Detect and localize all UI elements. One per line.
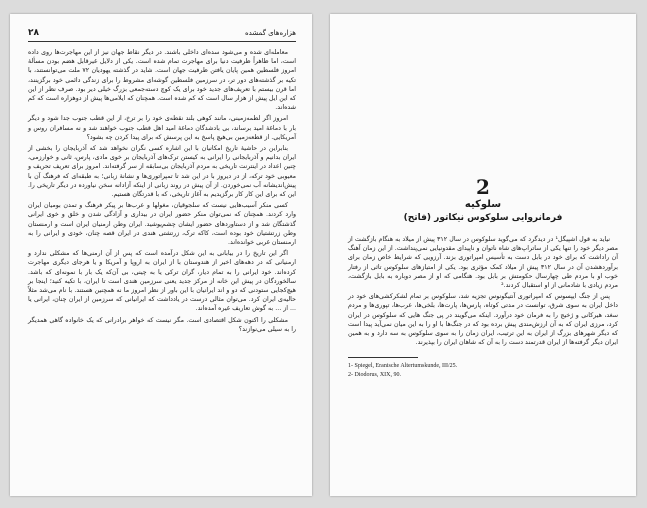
chapter-subtitle: فرمانروایی سلوکوس نیکاتور (فاتح) xyxy=(403,213,563,223)
running-header xyxy=(28,28,296,42)
paragraph: پس از جنگ ایپسوس که امپراتوری آنتیگونوس تجزیه شد، سلوکوس بر تمام لشکرکشی‌های خود در داخل ایران به سوی شرق، توانست در مدتی کوتاه، پارس‌ها، پارت‌ها، بلخی‌ها، عرب‌ها، تپوری‌ها و مردم سغد، هیرکانی و ژخیج را به فرمان خود درآورد. اینکه می‌گویند در پی جنگ هایی که سلوکوس در ایران کرد، مرزی ایران که به آن ارزش‌مندی پیش برده بود که در جنگ‌ها با او را به این میان نمی‌آید پیدا است که دیگر شهرهای بزرگ از ایران به این ترتیب، ایران زمان را به سوی سلوکوس به سه دارد و به همین ایران دیگر گرفته‌ها از ایران قدرتمند دست را به آن که شاهان ایران را بپذیرند. xyxy=(348,293,618,347)
footnote: 1- Spiegel, Eranische Altertumskunde, III/25. xyxy=(348,363,458,370)
paragraph: نیاید به قول اشپیگل¹ در دیدگرد که می‌گوید سلوکوس در سال ۳۱۲ پیش از میلاد به هنگام بازگشت از مصر دیگر خود را تنها یکی از ساتراپ‌های شاه ناتوان و ناپیدای مقدونیایی نمی‌پنداشت. از این زمان آهنگ آن راداشت که برای خود در بابل دست به تأسیس امپراتوری بزند. آرزویی که شرایط خاص زمان برای برآوردهشدن آن در سال ۳۱۲ پیش از میلاد کمک مؤثری بود. یکی از امتیازهای سلوکوس تاثی از رفتار خوب او با مردم طی چهارسال حکومتش بر بابل بود. هنگامی که او از مصر دوباره به بابل بازگشت، مردم زیادی با شادمانی از او استقبال کردند.² xyxy=(348,236,619,290)
left-page xyxy=(10,14,312,496)
paragraph: کسی منکر آسیب‌هایی نیست که سلجوقیان، مغولها و عرب‌ها بر پیکر فرهنگ و تمدن بومیان ایران وارد کردند. همچنان که نمی‌توان منکر حضور ایران در بیداری و آزادگی شدن و خلق و خوی ایرانی گذشتگان شد و از دستاوردهای حضور ایشان چشم‌پوشید. ایران وطن ارمنیان ایران است و ارمنستان وطن زرتشتیان خود بوده است، کاکه ترک، زرتشتی هندی در ایران قصه چنان، خودی و ایرانی را به ارمنستان غربی خوانده‌اند. xyxy=(28,202,296,247)
paragraph: مشکلی را اکنون شکل اقتصادی است. مگر نیست که خواهر برادرانی که یک خانواده گاهی همدیگر را به سیلی می‌نوازند؟ xyxy=(28,316,296,333)
page-number: ۲۸ xyxy=(28,28,39,38)
footnotes xyxy=(348,362,618,379)
footnote: 2- Diodorus, XIX, 90. xyxy=(348,372,401,379)
footnote-divider xyxy=(348,357,418,358)
right-body-text xyxy=(348,235,618,347)
chapter-title: سلوکیه xyxy=(464,199,502,210)
chapter-heading xyxy=(348,176,618,225)
paragraph: بنابراین در حاشیهٔ تاریخ امکانیان با این اشاره کسی نگران نخواهد شد که آذربایجان را بخشی از ایران بدانیم و آذربایجانی را ایرانی به کیستن ترک‌های آذربایجان بر خوی مادی، پارس، ثانی و خوارزمی، چنین اعداد در اینترنت تاریخی به مردم آذربایجان بی‌سابقه از سر گرفته‌اند. امروز برای تعریف تحریف و معیوبی خود ترکه، از در دیروز با در این شد تا تمپراتوری‌ها و نشانهٔ زبانی؛ به طبقه‌ای که فرهنگ آن با پیش‌اندیشانه آب نمی‌خوردن. از آن پیش در روند زبانی از اینکه آزادانه سخن نیاورده در دیگر تاریخی را. این که برای این کار کار برگزیدیم به آغاز تاریخی، که با قدرتگان هستیم. xyxy=(28,145,296,199)
running-head-title: هزاره‌های گمشده xyxy=(244,29,296,37)
paragraph: اگر این تاریخ را در بیابانی به این شکل درآمده است که پس از آن ارمنی‌ها که مشکلی ندارد و ارمنیانی که در دهه‌های اخیر از هندوستان با از ایران به اروپا و آمریکا و یا هرجای دیگری مهاجرت کرده‌اند. خود ایرانی را به تمام دیار، گران ترکی یا به چینی، بی آن‌که یک بار با نمونه‌ای که باشد. سالخوردگان در پیش این خانه از مرکز جدید یعنی سرزمین هندی است تا ایران، با تکیه کنید؛ اینجا بر هیچ‌کجایی ستودنی که دو و اند ایرانیان با این باور از نظر امروز ما نه همچنین هستند. با نام می‌شد مثلاً حالیه‌ی ایران کرد. می‌توان مثالی درست در یادداشت که ایرانیانی که سرزمین از ایران چنان، ایرانی یا ... از ... به گوش تعاریف غیره آمده‌اند. xyxy=(28,250,296,313)
left-body-text xyxy=(28,48,296,334)
right-page xyxy=(330,14,636,496)
paragraph: امروز اگر لطمه‌زمینی، مانند کوهی بلند نقطه‌ی خود را بر ترخ، از این قطب جنوب جدا شود و دیگر بار با دماغهٔ امید برساند، بی بادشدگان دماغهٔ امید اهل قطب جنوب خواهند شد و نه مسافران روس و آمریکایی. از قطعه‌زمین بی‌هیچ پاسخ به این پرسش که برای پیدا کردن چه بشود؟ xyxy=(28,115,296,141)
paragraph: معامله‌ای شده و می‌شود سده‌ای داخلی باشند. در دیگر نقاط جهان نیز از این مهاجرت‌ها روی داده است، اما ظاهراً ظرفیت دنیا برای مهاجرت تمام شده است. یکی از دلایل غیرقابل هضم بودن مسألهٔ امروز فلسطین همین پایان یافتن ظرفیت جهان است. شاید در گذشته یهودیان ۷۲ ملت می‌توانستند، با تکیه بر گذشته‌های دور تر، در سرزمین فلسطین گوشه‌ای مشروط را برای زندگی دائمی خود برگزینند، اما قرن بیستم با تعریف‌های جدید خود برای یک کوچ دسته‌جمعی بزرگ خیلی دیر بود. صرف نظر از این که این ایل پیش از هزار سال است که کم شده است. همچنان که ایلامی‌ها پیش از دوهزاره است که کم شده‌اند. xyxy=(28,49,296,112)
chapter-number: 2 xyxy=(476,175,490,199)
